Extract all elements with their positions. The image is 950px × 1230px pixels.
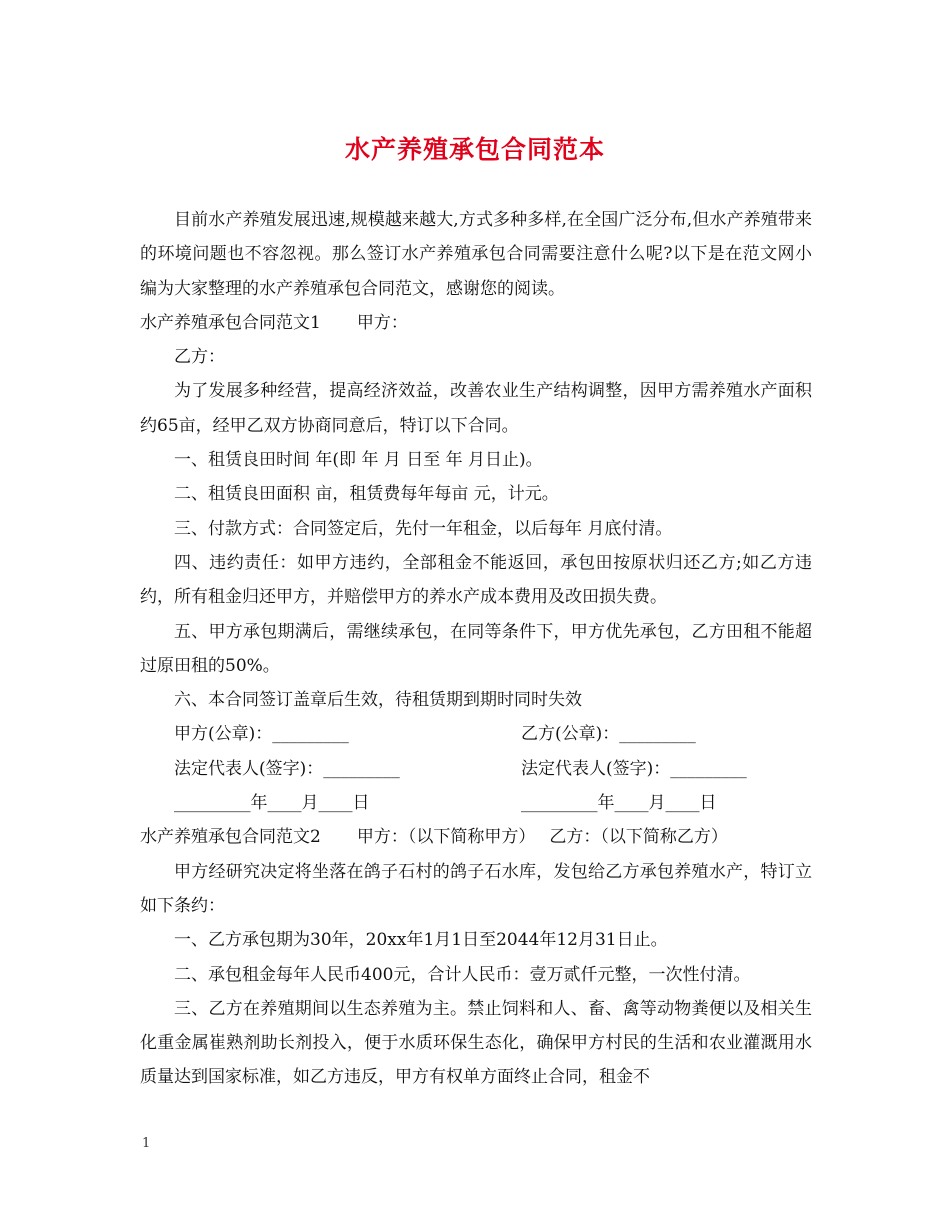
party-b-seal-field: 乙方(公章)：_________ [521,724,696,745]
sample1-clause-6: 六、本合同签订盖章后生效，待租赁期到期时同时失效 [174,690,582,711]
sample2-party-b: 乙方：（以下简称乙方） [549,827,728,848]
sample1-clause-4: 四、违约责任：如甲方违约，全部租金不能返回，承包田按原状归还乙方;如乙方违约，所有租金归还甲方，并赔偿甲方的养水产成本费用及改田损失费。 [140,552,812,608]
sample1-party-b: 乙方： [174,347,225,368]
sample2-preamble: 甲方经研究决定将坐落在鸽子石村的鸽子石水库，发包给乙方承包养殖水产，特订立如下条约： [140,861,812,916]
page-number: 1 [142,1136,151,1151]
party-a-date-field: _________年____月____日 [174,793,370,814]
party-a-seal-field: 甲方(公章)：_________ [174,724,349,745]
party-a-representative-field: 法定代表人(签字)：_________ [174,758,400,779]
sample1-clause-1: 一、租赁良田时间 年(即 年 月 日至 年 月日止)。 [174,450,543,471]
signature-row-representative [140,752,812,786]
sample2-clause-3: 三、乙方在养殖期间以生态养殖为主。禁止饲料和人、畜、禽等动物粪便以及相关生化重金属崔熟剂助长剂投入，便于水质环保生态化，确保甲方村民的生活和农业灌溉用水质量达到国家标准，如乙方违反，甲方有权单方面终止合同，租金不 [140,998,812,1088]
party-b-date-field: _________年____月____日 [521,793,717,814]
sample2-clause-2: 二、承包租金每年人民币400元，合计人民币：壹万贰仟元整，一次性付清。 [174,964,751,985]
sample2-clause-1: 一、乙方承包期为30年，20xx年1月1日至2044年12月31日止。 [174,930,668,951]
sample1-heading: 水产养殖承包合同范文1 [140,312,321,333]
party-b-representative-field: 法定代表人(签字)：_________ [521,758,747,779]
sample1-heading-line [140,306,812,340]
sample1-clause-2: 二、租赁良田面积 亩，租赁费每年每亩 元，计元。 [174,484,559,505]
sample2-party-a: 甲方：（以下简称甲方） [356,827,536,848]
sample1-party-a: 甲方： [356,312,408,333]
intro-paragraph: 目前水产养殖发展迅速,规模越来越大,方式多种多样,在全国广泛分布,但水产养殖带来的环境问题也不容忽视。那么签订水产养殖承包合同需要注意什么呢?以下是在范文网小编为大家整理的水产养殖承包合同范文，感谢您的阅读。 [140,210,812,299]
sample1-clause-5: 五、甲方承包期满后，需继续承包，在同等条件下，甲方优先承包，乙方田租不能超过原田租的50%。 [140,621,812,676]
document-title: 水产养殖承包合同范本 [344,135,605,164]
sample2-heading: 水产养殖承包合同范文2 [140,827,321,848]
sample1-clause-3: 三、付款方式：合同签定后，先付一年租金，以后每年 月底付清。 [174,518,673,539]
signature-row-seal [140,717,812,751]
document-body [140,203,812,1095]
sample2-heading-line [140,820,812,854]
signature-row-date [140,786,812,820]
sample1-preamble: 为了发展多种经营，提高经济效益，改善农业生产结构调整，因甲方需养殖水产面积约65亩，经甲乙双方协商同意后，特订以下合同。 [140,381,812,436]
